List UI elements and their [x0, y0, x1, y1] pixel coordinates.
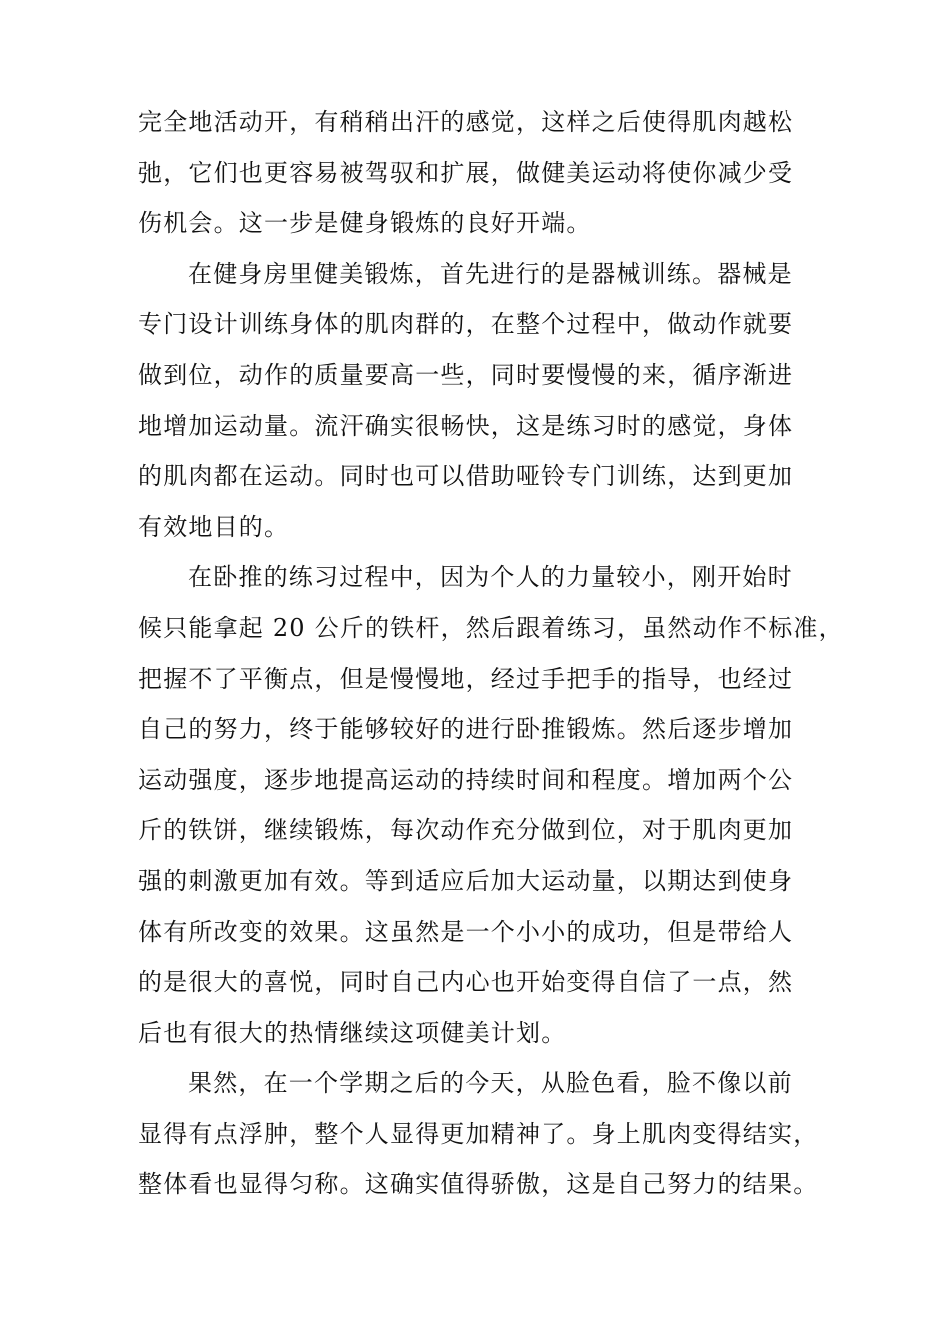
text-line: 后也有很大的热情继续这项健美计划。 — [138, 1018, 567, 1047]
text-line: 自己的努力，终于能够较好的进行卧推锻炼。然后逐步增加 — [138, 715, 794, 744]
text-line: 地增加运动量。流汗确实很畅快，这是练习时的感觉，身体 — [138, 411, 794, 440]
text-line: 完全地活动开，有稍稍出汗的感觉，这样之后使得肌肉越松 — [138, 108, 794, 136]
body-text — [138, 97, 844, 1210]
paragraph-first-line: 果然，在一个学期之后的今天，从脸色看，脸不像以前 — [188, 1069, 793, 1098]
paragraph-first-line: 在健身房里健美锻炼，首先进行的是器械训练。器械是 — [188, 259, 793, 288]
text-line: 显得有点浮肿，整个人显得更加精神了。身上肌肉变得结实， — [138, 1119, 819, 1148]
text-line: 伤机会。这一步是健身锻炼的良好开端。 — [138, 209, 592, 238]
text-line: 有效地目的。 — [138, 512, 290, 541]
text-line: 做到位，动作的质量要高一些，同时要慢慢的来，循序渐进 — [138, 360, 794, 389]
text-line: 运动强度，逐步地提高运动的持续时间和程度。增加两个公 — [138, 765, 794, 794]
text-line: 弛，它们也更容易被驾驭和扩展，做健美运动将使你减少受 — [138, 158, 794, 187]
text-line: 整体看也显得匀称。这确实值得骄傲，这是自己努力的结果。 — [138, 1170, 819, 1199]
paragraph-first-line: 在卧推的练习过程中，因为个人的力量较小，刚开始时 — [188, 563, 793, 592]
text-line: 候只能拿起 20 公斤的铁杆，然后跟着练习，虽然动作不标准， — [138, 613, 844, 642]
text-line: 体有所改变的效果。这虽然是一个小小的成功，但是带给人 — [138, 917, 794, 946]
text-line: 强的刺激更加有效。等到适应后加大运动量，以期达到使身 — [138, 866, 794, 895]
text-line: 斤的铁饼，继续锻炼，每次动作充分做到位，对于肌肉更加 — [138, 816, 794, 845]
text-line: 专门设计训练身体的肌肉群的，在整个过程中，做动作就要 — [138, 310, 794, 339]
text-line: 的是很大的喜悦，同时自己内心也开始变得自信了一点，然 — [138, 968, 794, 997]
text-line: 把握不了平衡点，但是慢慢地，经过手把手的指导，也经过 — [138, 664, 794, 693]
text-line: 的肌肉都在运动。同时也可以借助哑铃专门训练，达到更加 — [138, 462, 794, 491]
